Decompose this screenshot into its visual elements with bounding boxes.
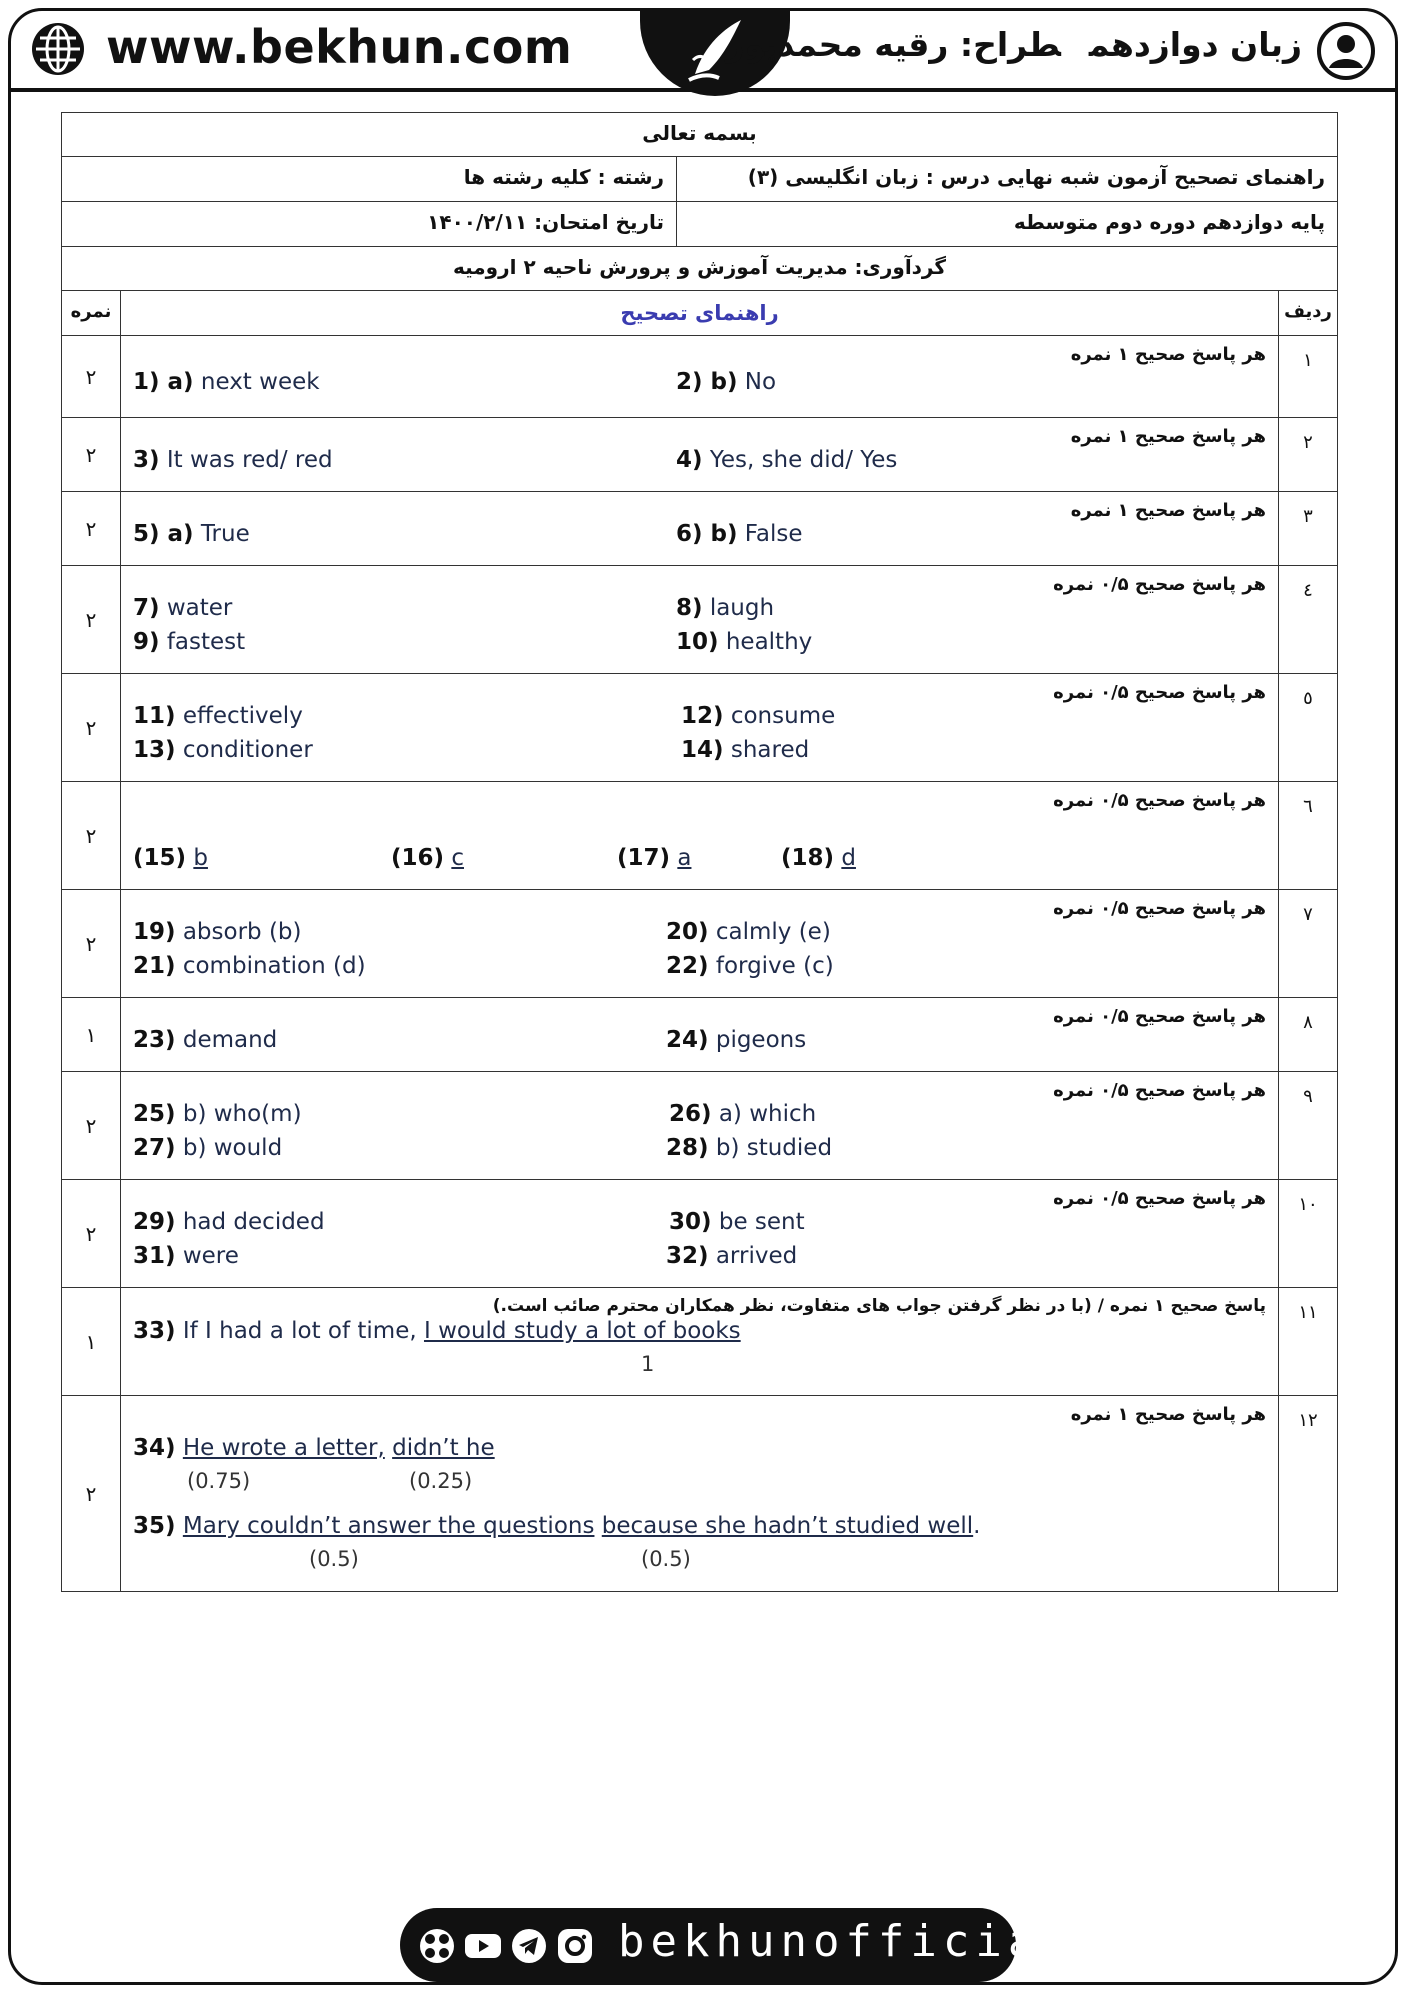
header-title (697, 25, 1302, 64)
exam-date: تاریخ امتحان: ۱۴۰۰/۲/۱۱ (427, 210, 664, 234)
table-row (62, 998, 1338, 1072)
row-number: ۳ (1279, 492, 1338, 566)
grade-level: پایه دوازدهم دوره دوم متوسطه (676, 202, 1337, 246)
answer-24: 24) pigeons (666, 1027, 807, 1053)
row-number: ۱ (1279, 336, 1338, 418)
row-score: ۲ (62, 566, 121, 674)
row-score: ۲ (62, 492, 121, 566)
row-note: هر پاسخ صحیح ۱ نمره (1070, 344, 1266, 365)
row-score: ۲ (62, 782, 121, 890)
row-score: ۲ (62, 1396, 121, 1592)
table-row (62, 1072, 1338, 1180)
answer-27: 27) b) would (133, 1135, 283, 1161)
answer-35: 35) Mary couldn’t answer the questions because she hadn’t studied well. (133, 1513, 981, 1539)
answer-34-points-1: (0.75) (187, 1469, 251, 1493)
website-url[interactable]: www.bekhun.com (106, 20, 573, 74)
youtube-icon[interactable] (464, 1927, 502, 1965)
social-footer (400, 1908, 1073, 1982)
answer-19: 19) absorb (b) (133, 919, 302, 945)
row-note: هر پاسخ صحیح ۰/۵ نمره (1053, 898, 1266, 919)
row-note: هر پاسخ صحیح ۰/۵ نمره (1053, 790, 1266, 811)
table-row (62, 1396, 1338, 1592)
answer-26: 26) a) which (669, 1101, 817, 1127)
answer-7: 7) water (133, 595, 233, 621)
answer-10: 10) healthy (676, 629, 813, 655)
row-note: هر پاسخ صحیح ۱ نمره (1070, 1404, 1266, 1425)
row-number: ۸ (1279, 998, 1338, 1072)
row-score: ۲ (62, 890, 121, 998)
row-number: ٦ (1279, 782, 1338, 890)
row-note: هر پاسخ صحیح ۰/۵ نمره (1053, 1006, 1266, 1027)
field-label: رشته : کلیه رشته ها (463, 165, 664, 189)
user-icon (1316, 21, 1376, 81)
row-score: ۲ (62, 1180, 121, 1288)
row-note: هر پاسخ صحیح ۱ نمره (1070, 426, 1266, 447)
instagram-icon[interactable] (556, 1927, 594, 1965)
social-handle[interactable]: bekhunofficial (618, 1916, 1073, 1967)
subject-title: زبان دوازدهم (1088, 25, 1302, 64)
table-row (62, 782, 1338, 890)
answer-4: 4) Yes, she did/ Yes (676, 447, 898, 473)
row-score: ۱ (62, 1288, 121, 1396)
answer-35-points-2: (0.5) (641, 1547, 691, 1571)
answer-25: 25) b) who(m) (133, 1101, 302, 1127)
designer-name: طراح: رقیه محمدپور (725, 25, 1061, 64)
row-score: ۲ (62, 336, 121, 418)
matching-15: (15) b (133, 845, 208, 871)
answer-8: 8) laugh (676, 595, 775, 621)
row-note: پاسخ صحیح ۱ نمره / (با در نظر گرفتن جواب های متفاوت، نظر همکاران محترم صائب است.) (492, 1296, 1266, 1316)
row-score: ۲ (62, 418, 121, 492)
answer-31: 31) were (133, 1243, 239, 1269)
answer-key-table (61, 112, 1338, 1592)
answer-2: 2) b) No (676, 369, 777, 395)
aparat-icon[interactable] (418, 1927, 456, 1965)
answer-5: 5) a) True (133, 521, 250, 547)
row-note: هر پاسخ صحیح ۰/۵ نمره (1053, 682, 1266, 703)
matching-17: (17) a (617, 845, 692, 871)
answer-1: 1) a) next week (133, 369, 320, 395)
row-score: ۱ (62, 998, 121, 1072)
matching-18: (18) d (781, 845, 856, 871)
answer-3: 3) It was red/ red (133, 447, 333, 473)
answer-12: 12) consume (681, 703, 836, 729)
row-number: ۲ (1279, 418, 1338, 492)
row-number: ۱۲ (1279, 1396, 1338, 1592)
table-row (62, 336, 1338, 418)
answer-34: 34) He wrote a letter, didn’t he (133, 1435, 495, 1461)
answer-34-points-2: (0.25) (409, 1469, 473, 1493)
answer-30: 30) be sent (669, 1209, 805, 1235)
compiler: گردآوری: مدیریت آموزش و پرورش ناحیه ۲ ارومیه (62, 247, 1338, 291)
answer-20: 20) calmly (e) (666, 919, 831, 945)
answer-11: 11) effectively (133, 703, 303, 729)
answer-23: 23) demand (133, 1027, 278, 1053)
row-number: ٥ (1279, 674, 1338, 782)
row-note: هر پاسخ صحیح ۱ نمره (1070, 500, 1266, 521)
answer-14: 14) shared (681, 737, 810, 763)
table-row (62, 566, 1338, 674)
row-note: هر پاسخ صحیح ۰/۵ نمره (1053, 1188, 1266, 1209)
row-score: ۲ (62, 674, 121, 782)
table-row (62, 418, 1338, 492)
answer-32: 32) arrived (666, 1243, 798, 1269)
answer-28: 28) b) studied (666, 1135, 833, 1161)
exam-title: راهنمای تصحیح آزمون شبه نهایی درس : زبان انگلیسی (۳) (676, 157, 1337, 201)
telegram-icon[interactable] (510, 1927, 548, 1965)
table-row (62, 890, 1338, 998)
answer-13: 13) conditioner (133, 737, 313, 763)
row-note: هر پاسخ صحیح ۰/۵ نمره (1053, 574, 1266, 595)
table-row (62, 1180, 1338, 1288)
answer-29: 29) had decided (133, 1209, 325, 1235)
table-row (62, 492, 1338, 566)
key-header: راهنمای تصحیح (121, 291, 1279, 336)
page-header (8, 8, 1398, 92)
answer-21: 21) combination (d) (133, 953, 366, 979)
row-score: ۲ (62, 1072, 121, 1180)
answer-33-points: 1 (641, 1352, 655, 1376)
row-number: ۱۰ (1279, 1180, 1338, 1288)
row-note: هر پاسخ صحیح ۰/۵ نمره (1053, 1080, 1266, 1101)
answer-35-points-1: (0.5) (309, 1547, 359, 1571)
row-header: ردیف (1279, 291, 1338, 336)
answer-9: 9) fastest (133, 629, 246, 655)
answer-6: 6) b) False (676, 521, 803, 547)
row-number: ۱۱ (1279, 1288, 1338, 1396)
answer-22: 22) forgive (c) (666, 953, 834, 979)
row-number: ۷ (1279, 890, 1338, 998)
table-row (62, 1288, 1338, 1396)
matching-16: (16) c (391, 845, 464, 871)
table-row (62, 674, 1338, 782)
score-header: نمره (62, 291, 121, 336)
row-number: ٤ (1279, 566, 1338, 674)
row-number: ۹ (1279, 1072, 1338, 1180)
globe-icon (30, 21, 86, 77)
answer-33: 33) If I had a lot of time, I would study a lot of books (133, 1318, 741, 1344)
bismillah: بسمه تعالی (62, 113, 1338, 157)
